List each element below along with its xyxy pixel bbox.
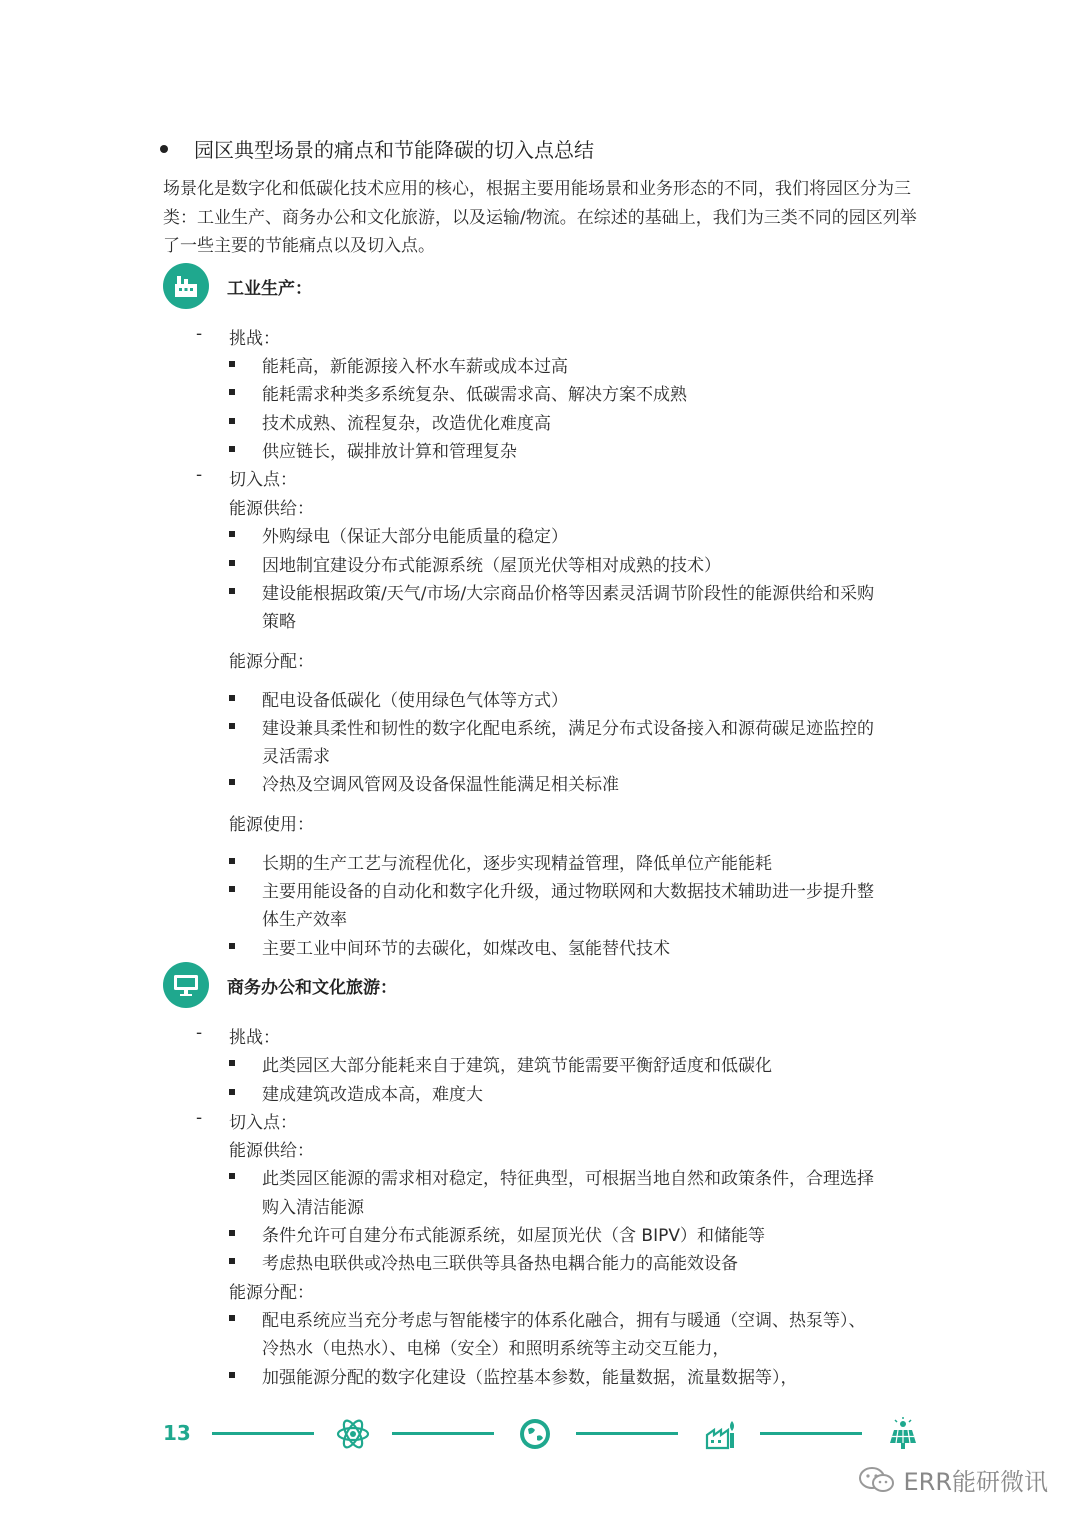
- footer-divider: [212, 1432, 314, 1435]
- supply-label: 能源供给：: [229, 1141, 314, 1161]
- factory-plant-icon: [704, 1417, 738, 1455]
- distribution-label: 能源分配：: [229, 652, 314, 672]
- globe-icon: [518, 1417, 552, 1455]
- dash-marker: -: [196, 324, 203, 344]
- solar-panel-icon: [886, 1417, 920, 1455]
- distribution-label: 能源分配：: [229, 1283, 314, 1303]
- dash-marker: -: [196, 1108, 203, 1128]
- dash-marker: -: [196, 1023, 203, 1043]
- monitor-icon: [163, 962, 209, 1008]
- business-section-header: [163, 962, 397, 1008]
- list-item-continuation: 冷热水（电热水）、电梯（安全）和照明系统等主动交互能力，: [262, 1339, 730, 1359]
- usage-label: 能源使用：: [229, 815, 314, 835]
- footer-divider: [392, 1432, 494, 1435]
- footer-divider: [576, 1432, 678, 1435]
- intro-paragraph: 场景化是数字化和低碳化技术应用的核心，根据主要用能场景和业务形态的不同，我们将园区分为三类：工业生产、商务办公和文化旅游，以及运输/物流。在综述的基础上，我们为三类不同的园区列举了一些主要的节能痛点以及切入点。: [163, 179, 917, 256]
- factory-icon: [163, 263, 209, 309]
- list-item-continuation: 购入清洁能源: [262, 1198, 364, 1218]
- dash-marker: -: [196, 465, 203, 485]
- watermark-text: ERR能研微讯: [903, 1468, 1048, 1496]
- section-heading: [160, 134, 594, 163]
- document-page: 园区典型场景的痛点和节能降碳的切入点总结 场景化是数字化和低碳化技术应用的核心，根据主要用能场景和业务形态的不同，我们将园区分为三类：工业生产、商务办公和文化旅游，以及运输/物流。在综述的基础上，我们为三类不同的园区列举了一些主要的节能痛点以及切入点。 工业生产： - 挑战： 能耗高，新能源接入杯水车薪或成本过高 能耗需求种类多系统复杂、低碳需求高、解决方案不成熟 技术成熟、流程复杂，改造优化难度高 供应链长，碳排放计算和管理复杂 - 切入点： 能源供给： 外购绿电（保证大部分电能质量的稳定） 因地制宜建设分布式能源系统（屋顶光伏等相对成熟的技术） 建设能根据政策/天气/市场/大宗商品价格等因素灵活调节阶段性的能源供给和采购 策略 能源分配： 配电设备低碳化（使用绿色气体等方式） 建设兼具柔性和韧性的数字化配电系统，满足分布式设备接入和源荷碳足迹监控的 灵活需求 冷热及空调风管网及设备保温性能满足相关标准 能源使用： 长期的生产工艺与流程优化，逐步实现精益管理，降低单位产能能耗 主要用能设备的自动化和数字化升级，通过物联网和大数据技术辅助进一步提升整 体生产效率 主要工业中间环节的去碳化，如煤改电、氢能替代技术 商务办公和文化旅游： - 挑战： 此类园区大部分能耗来自于建筑，建筑节能需要平衡舒适度和低碳化 建成建筑改造成本高，难度大 - 切入点： 能源供给： 此类园区能源的需求相对稳定，特征典型，可根据当地自然和政策条件，合理选择 购入清洁能源 条件允许可自建分布式能源系统，如屋顶光伏（含 BIPV）和储能等 考虑热电联供或冷热电三联供等具备热电耦合能力的高能效设备 能源分配： 配电系统应当充分考虑与智能楼宇的体系化融合，拥有与暖通（空调、热泵等）、 冷热水（电热水）、电梯（安全）和照明系统等主动交互能力， 加强能源分配的数字化建设（监控基本参数，能量数据，流量数据等）， 13 ERR能研微讯: [0, 0, 1080, 1527]
- supply-label: 能源供给：: [229, 499, 314, 519]
- watermark: [857, 1462, 1048, 1497]
- entry-label: 切入点：: [229, 470, 297, 490]
- industrial-title: 工业生产：: [227, 278, 312, 299]
- bullet-dot: [160, 145, 168, 153]
- list-item-continuation: 灵活需求: [262, 747, 330, 767]
- atom-icon: [336, 1417, 370, 1455]
- wechat-icon: [857, 1465, 897, 1495]
- page-footer: [0, 1405, 1080, 1465]
- business-title: 商务办公和文化旅游：: [227, 977, 397, 998]
- heading-text: 园区典型场景的痛点和节能降碳的切入点总结: [194, 138, 594, 162]
- challenge-label: 挑战：: [229, 1028, 280, 1048]
- list-item-continuation: 策略: [262, 612, 296, 632]
- entry-label: 切入点：: [229, 1113, 297, 1133]
- page-number: 13: [163, 1421, 191, 1445]
- industrial-section-header: [163, 263, 312, 309]
- footer-divider: [760, 1432, 862, 1435]
- challenge-label: 挑战：: [229, 329, 280, 349]
- list-item-continuation: 体生产效率: [262, 910, 347, 930]
